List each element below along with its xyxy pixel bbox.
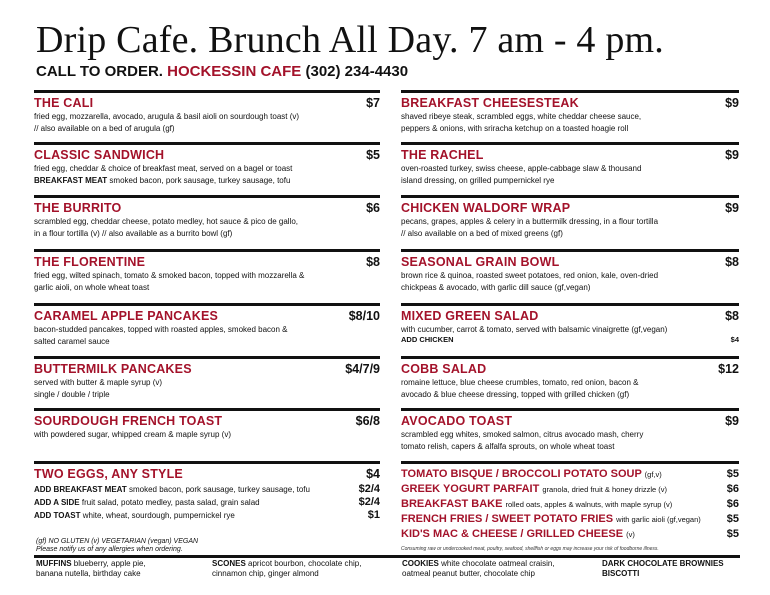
side-price: $5 [726, 528, 739, 540]
item-description: scrambled egg, cheddar cheese, potato medley, hot sauce & pico de gallo, [34, 217, 299, 226]
side-item [401, 527, 739, 542]
menu-item [401, 303, 739, 356]
item-price: $8/10 [348, 309, 380, 323]
item-description-note [34, 175, 380, 186]
side-item [401, 467, 739, 482]
addon-price: $2/4 [358, 483, 380, 495]
item-price: $7 [366, 96, 380, 110]
item-description-note: single / double / triple [34, 390, 110, 399]
item-name: BUTTERMILK PANCAKES [34, 362, 192, 376]
item-name: BREAKFAST CHEESESTEAK [401, 96, 579, 110]
bakery-item [212, 559, 361, 579]
item-description: fried egg, cheddar & choice of breakfast meat, served on a bagel or toast [34, 164, 293, 173]
item-name: AVOCADO TOAST [401, 414, 513, 428]
item-price: $6/8 [355, 414, 380, 428]
bakery-text-2: cinnamon chip, ginger almond [212, 569, 319, 578]
side-item [401, 482, 739, 497]
item-description-note: tomato relish, capers & alfalfa sprouts, on whole wheat toast [401, 442, 615, 451]
item-description: brown rice & quinoa, roasted sweet potatoes, red onion, kale, oven-dried [401, 271, 659, 280]
menu-item [34, 249, 380, 303]
side-name: KID'S MAC & CHEESE / GRILLED CHEESE [401, 528, 624, 540]
item-description-note: island dressing, on grilled pumpernickel rye [401, 176, 555, 185]
item-price: $8 [725, 255, 739, 269]
menu-item [34, 303, 380, 356]
side-price: $6 [726, 498, 739, 510]
item-description: scrambled egg whites, smoked salmon, citrus avocado mash, cherry [401, 430, 644, 439]
side-name: TOMATO BISQUE / BROCCOLI POTATO SOUP [401, 468, 642, 480]
order-line [36, 63, 408, 80]
menu-item [401, 142, 739, 195]
item-name: THE BURRITO [34, 201, 122, 215]
menu-item [401, 195, 739, 249]
two-eggs-section [34, 461, 380, 522]
item-name: SEASONAL GRAIN BOWL [401, 255, 560, 269]
health-disclaimer: Consuming raw or undercooked meat, poultry, seafood, shellfish or eggs may increase your risk of foodborne illness. [401, 546, 659, 552]
side-item [401, 512, 739, 527]
item-name: CHICKEN WALDORF WRAP [401, 201, 571, 215]
menu-item [34, 356, 380, 408]
side-price: $5 [726, 468, 739, 480]
item-price: $5 [366, 148, 380, 162]
side-name: FRENCH FRIES / SWEET POTATO FRIES [401, 513, 614, 525]
item-description-note: avocado & blue cheese dressing, topped with grilled chicken (gf) [401, 390, 630, 399]
bakery-text: blueberry, apple pie, [73, 559, 146, 568]
item-name: TWO EGGS, ANY STYLE [34, 467, 183, 481]
side-note: with garlic aioli (gf,vegan) [616, 515, 701, 524]
side-price: $6 [726, 483, 739, 495]
side-name: GREEK YOGURT PARFAIT [401, 483, 540, 495]
bakery-text: apricot bourbon, chocolate chip, [248, 559, 362, 568]
page-title: Drip Cafe. Brunch All Day. 7 am - 4 pm. [36, 19, 664, 61]
item-description-note: in a flour tortilla (v) // also available as a burrito bowl (gf) [34, 229, 233, 238]
item-price: $9 [725, 201, 739, 215]
side-price: $5 [726, 513, 739, 525]
item-name: THE RACHEL [401, 148, 484, 162]
addon-price: $4 [730, 335, 739, 344]
addon-row [34, 483, 380, 496]
item-price: $8 [366, 255, 380, 269]
bakery-item [36, 559, 146, 579]
item-description: shaved ribeye steak, scrambled eggs, white cheddar cheese sauce, [401, 112, 642, 121]
side-item [401, 497, 739, 512]
item-price: $9 [725, 96, 739, 110]
bakery-text-2: banana nutella, birthday cake [36, 569, 141, 578]
addon-row [34, 496, 380, 509]
side-note: granola, dried fruit & honey drizzle (v) [542, 485, 668, 494]
item-description: fried egg, mozzarella, avocado, arugula & basil aioli on sourdough toast (v) [34, 112, 300, 121]
item-description: pecans, grapes, apples & celery in a buttermilk dressing, in a flour tortilla [401, 217, 659, 226]
item-description: oven-roasted turkey, swiss cheese, apple-cabbage slaw & thousand [401, 164, 642, 173]
side-name: BREAKFAST BAKE [401, 498, 503, 510]
menu-item [34, 408, 380, 461]
bakery-text-2: oatmeal peanut butter, chocolate chip [402, 569, 535, 578]
item-name: THE CALI [34, 96, 94, 110]
call-to-order: CALL TO ORDER. [36, 63, 163, 80]
bakery-label: MUFFINS [36, 559, 72, 568]
item-price: $9 [725, 414, 739, 428]
addon-price: $1 [367, 509, 380, 521]
item-description-note: // also available on a bed of mixed greens (gf) [401, 229, 563, 238]
bakery-text: white chocolate oatmeal craisin, [441, 559, 555, 568]
phone-number[interactable]: (302) 234-4430 [305, 63, 409, 80]
side-note: rolled oats, apples & walnuts, with maple syrup (v) [505, 500, 673, 509]
item-description: with cucumber, carrot & tomato, served with balsamic vinaigrette (gf,vegan) [401, 325, 668, 334]
item-description-note: chickpeas & avocado, with garlic dill sauce (gf,vegan) [401, 283, 591, 292]
item-description-note: peppers & onions, with sriracha ketchup on a toasted hoagie roll [401, 124, 629, 133]
addon-label: ADD TOAST [34, 511, 81, 520]
bakery-label: DARK CHOCOLATE BROWNIES [602, 559, 724, 568]
addon-text: smoked bacon, pork sausage, turkey sausage, tofu [128, 485, 310, 494]
legend-line: (gf) NO GLUTEN (v) VEGETARIAN (vegan) VEGAN [36, 538, 199, 545]
location-name: HOCKESSIN CAFE [167, 63, 302, 80]
side-note: (v) [626, 530, 635, 539]
item-description-note: salted caramel sauce [34, 337, 110, 346]
dietary-legend [36, 538, 198, 554]
menu-item [34, 142, 380, 195]
menu-item [34, 90, 380, 142]
note-text: smoked bacon, pork sausage, turkey sausage, tofu [109, 176, 291, 185]
addon-text: fruit salad, potato medley, pasta salad, grain salad [81, 498, 260, 507]
menu-item [401, 249, 739, 303]
add-chicken-row [401, 335, 739, 344]
item-price: $6 [366, 201, 380, 215]
menu-item [401, 408, 739, 461]
addon-text: white, wheat, sourdough, pumpernickel rye [82, 511, 235, 520]
item-description: with powdered sugar, whipped cream & maple syrup (v) [34, 430, 231, 439]
allergy-note: Please notify us of any allergies when ordering. [36, 546, 183, 553]
item-price: $8 [725, 309, 739, 323]
addon-label: ADD A SIDE [34, 498, 80, 507]
bottom-divider [34, 555, 740, 558]
item-name: CLASSIC SANDWICH [34, 148, 165, 162]
item-price: $4 [366, 467, 380, 481]
addon-price: $2/4 [358, 496, 380, 508]
item-description: bacon-studded pancakes, topped with roasted apples, smoked bacon & [34, 325, 288, 334]
item-price: $4/7/9 [345, 362, 380, 376]
item-description: fried egg, wilted spinach, tomato & smoked bacon, topped with mozzarella & [34, 271, 305, 280]
addon-label: ADD CHICKEN [401, 335, 454, 344]
bakery-label-2: BISCOTTI [602, 569, 640, 578]
bakery-label: SCONES [212, 559, 246, 568]
item-price: $9 [725, 148, 739, 162]
menu-item [401, 90, 739, 142]
left-menu-column [34, 90, 380, 522]
side-note: (gf,v) [644, 470, 662, 479]
menu-item [401, 356, 739, 408]
bakery-label: COOKIES [402, 559, 439, 568]
addon-row [34, 509, 380, 522]
sides-section [401, 461, 739, 542]
item-price: $12 [718, 362, 739, 376]
item-description: served with butter & maple syrup (v) [34, 378, 163, 387]
bakery-item [602, 559, 724, 579]
item-name: COBB SALAD [401, 362, 487, 376]
item-description-note: garlic aioli, on whole wheat toast [34, 283, 150, 292]
addon-label: ADD BREAKFAST MEAT [34, 485, 127, 494]
bakery-item [402, 559, 555, 579]
item-description-note: // also available on a bed of arugula (gf) [34, 124, 175, 133]
note-label: BREAKFAST MEAT [34, 176, 108, 185]
item-description: romaine lettuce, blue cheese crumbles, tomato, red onion, bacon & [401, 378, 639, 387]
item-name: CARAMEL APPLE PANCAKES [34, 309, 219, 323]
item-name: MIXED GREEN SALAD [401, 309, 539, 323]
item-name: THE FLORENTINE [34, 255, 146, 269]
menu-item [34, 195, 380, 249]
right-menu-column [401, 90, 739, 542]
item-name: SOURDOUGH FRENCH TOAST [34, 414, 223, 428]
